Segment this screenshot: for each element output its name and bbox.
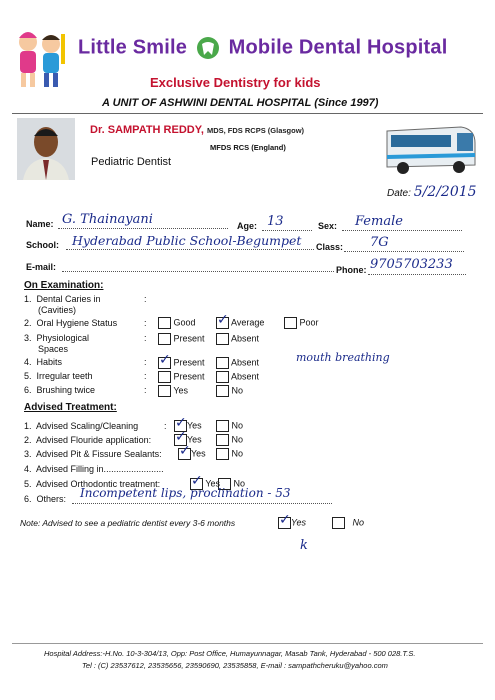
option-ortho-yes[interactable]: ✓ Yes bbox=[191, 473, 221, 489]
checkmark-icon: ✓ bbox=[217, 312, 229, 328]
option-scaling-no[interactable]: No bbox=[216, 420, 243, 432]
exam-item-spaces-sub: Spaces bbox=[38, 344, 69, 354]
name-value: G. Thainayani bbox=[62, 212, 153, 227]
option-poor[interactable]: Poor bbox=[284, 317, 319, 329]
unit-line: A UNIT OF ASHWINI DENTAL HOSPITAL (Since 1997) bbox=[102, 97, 379, 109]
option-note-no[interactable]: No bbox=[332, 517, 364, 529]
treatment-item-filling: 4. Advised Filling in........................ bbox=[24, 464, 164, 474]
exam-item-habits: 4. Habits bbox=[24, 357, 63, 367]
date-row bbox=[387, 184, 477, 200]
mobile-bus-image bbox=[383, 121, 479, 177]
option-note-yes[interactable]: ✓ Yes bbox=[279, 512, 307, 528]
age-value: 13 bbox=[267, 214, 284, 229]
exam-item-brushing: 6. Brushing twice bbox=[24, 385, 96, 395]
date-value: 5/2/2015 bbox=[413, 184, 477, 200]
treatment-item-others: 6. Others: bbox=[24, 494, 67, 504]
checkbox-spaces-present[interactable] bbox=[158, 333, 171, 345]
doctor-qualifications: MDS, FDS RCPS (Glasgow) bbox=[206, 126, 305, 135]
option-average[interactable]: ✓ Average bbox=[217, 312, 265, 328]
exam-item-oral-hygiene: 2. Oral Hygiene Status bbox=[24, 318, 118, 328]
treatment-item-scaling: 1. Advised Scaling/Cleaning bbox=[24, 421, 139, 431]
treatment-item-flouride: 2. Advised Flouride application: bbox=[24, 435, 152, 445]
checkbox-sealants-no[interactable] bbox=[216, 448, 229, 460]
treatment-item-sealants: 3. Advised Pit & Fissure Sealants: bbox=[24, 449, 162, 459]
checkbox-irregular-present[interactable] bbox=[158, 371, 171, 383]
option-spaces-present[interactable]: Present bbox=[158, 333, 205, 345]
checkbox-brushing-no[interactable] bbox=[216, 385, 229, 397]
option-good[interactable]: Good bbox=[158, 317, 196, 329]
doctor-photo bbox=[17, 118, 75, 180]
treatment-heading: Advised Treatment: bbox=[24, 402, 117, 413]
kids-logo bbox=[8, 26, 72, 94]
checkbox-flouride-no[interactable] bbox=[216, 434, 229, 446]
advice-note: Note: Advised to see a pediatric dentist every 3-6 months bbox=[20, 518, 236, 528]
footer-contact: Tel : (C) 23537612, 23535656, 23590690, 23535858, E-mail : sampathcheruku@yahoo.com bbox=[82, 661, 388, 670]
checkbox-spaces-absent[interactable] bbox=[216, 333, 229, 345]
option-ortho-no[interactable]: No bbox=[218, 478, 245, 490]
doctor-name: Dr. SAMPATH REDDY, bbox=[90, 124, 204, 136]
checkbox-note-yes[interactable] bbox=[278, 512, 291, 529]
checkmark-icon: ✓ bbox=[279, 512, 291, 528]
name-label: Name: bbox=[26, 219, 54, 229]
option-sealants-yes[interactable]: ✓ Yes bbox=[179, 443, 206, 459]
email-label: E-mail: bbox=[26, 262, 57, 272]
tooth-logo-icon bbox=[193, 36, 223, 60]
checkbox-good[interactable] bbox=[158, 317, 171, 329]
option-habits-absent[interactable]: Absent bbox=[216, 357, 259, 369]
colon: : bbox=[144, 294, 147, 304]
exam-item-spaces: 3. Physiological bbox=[24, 333, 90, 343]
checkmark-icon: ✓ bbox=[175, 429, 187, 445]
doctor-name-line bbox=[90, 124, 304, 136]
exam-item-irregular: 5. Irregular teeth bbox=[24, 371, 93, 381]
habits-note: mouth breathing bbox=[296, 351, 390, 364]
phone-value: 9705703233 bbox=[370, 257, 453, 272]
checkbox-average[interactable] bbox=[216, 312, 229, 329]
option-irregular-present[interactable]: Present bbox=[158, 371, 205, 383]
exam-item-caries-sub: (Cavities) bbox=[38, 305, 77, 315]
doctor-qualifications-2: MFDS RCS (England) bbox=[210, 143, 286, 152]
checkbox-note-no[interactable] bbox=[332, 517, 345, 529]
header-divider bbox=[12, 113, 483, 114]
checkbox-scaling-no[interactable] bbox=[216, 420, 229, 432]
checkmark-icon: ✓ bbox=[179, 443, 191, 459]
phone-label: Phone: bbox=[336, 265, 367, 275]
option-brushing-yes[interactable]: Yes bbox=[158, 385, 188, 397]
school-value: Hyderabad Public School-Begumpet bbox=[72, 233, 302, 248]
footer-divider bbox=[12, 643, 483, 644]
option-brushing-no[interactable]: No bbox=[216, 385, 243, 397]
age-label: Age: bbox=[237, 221, 257, 231]
footer-address: Hospital Address:-H.No. 10-3-304/13, Opp: Post Office, Humayunnagar, Masab Tank, Hyderabad - 500 028.T.S. bbox=[44, 649, 416, 658]
others-note: Incompetent lips, proclination - 53 bbox=[80, 486, 291, 500]
school-label: School: bbox=[26, 240, 59, 250]
sex-label: Sex: bbox=[318, 221, 338, 231]
option-irregular-absent[interactable]: Absent bbox=[216, 371, 259, 383]
sex-value: Female bbox=[355, 214, 403, 229]
checkmark-icon: ✓ bbox=[159, 352, 171, 368]
date-label: Date: bbox=[387, 188, 411, 199]
email-value bbox=[62, 271, 334, 272]
option-flouride-yes[interactable]: ✓ Yes bbox=[175, 429, 202, 445]
checkbox-poor[interactable] bbox=[284, 317, 297, 329]
treatment-item-ortho: 5. Advised Orthodontic treatment: bbox=[24, 479, 161, 489]
option-flouride-no[interactable]: No bbox=[216, 434, 243, 446]
tagline: Exclusive Dentistry for kids bbox=[150, 75, 321, 90]
option-spaces-absent[interactable]: Absent bbox=[216, 333, 259, 345]
class-value: 7G bbox=[370, 235, 389, 250]
specialty: Pediatric Dentist bbox=[91, 156, 172, 168]
checkbox-sealants-yes[interactable] bbox=[178, 443, 191, 460]
checkmark-icon: ✓ bbox=[175, 415, 187, 431]
checkbox-habits-present[interactable] bbox=[158, 352, 171, 369]
handwritten-mark: k bbox=[300, 538, 308, 553]
option-habits-present[interactable]: ✓ Present bbox=[159, 352, 205, 368]
hospital-title: Little Smile Mobile Dental Hospital bbox=[78, 36, 448, 59]
checkmark-icon: ✓ bbox=[191, 473, 203, 489]
exam-item-caries: 1. Dental Caries in bbox=[24, 294, 101, 304]
option-sealants-no[interactable]: No bbox=[216, 448, 243, 460]
checkbox-habits-absent[interactable] bbox=[216, 357, 229, 369]
checkbox-brushing-yes[interactable] bbox=[158, 385, 171, 397]
checkbox-irregular-absent[interactable] bbox=[216, 371, 229, 383]
option-scaling-yes[interactable]: ✓ Yes bbox=[175, 415, 202, 431]
class-label: Class: bbox=[316, 242, 344, 252]
examination-heading: On Examination: bbox=[24, 280, 104, 291]
